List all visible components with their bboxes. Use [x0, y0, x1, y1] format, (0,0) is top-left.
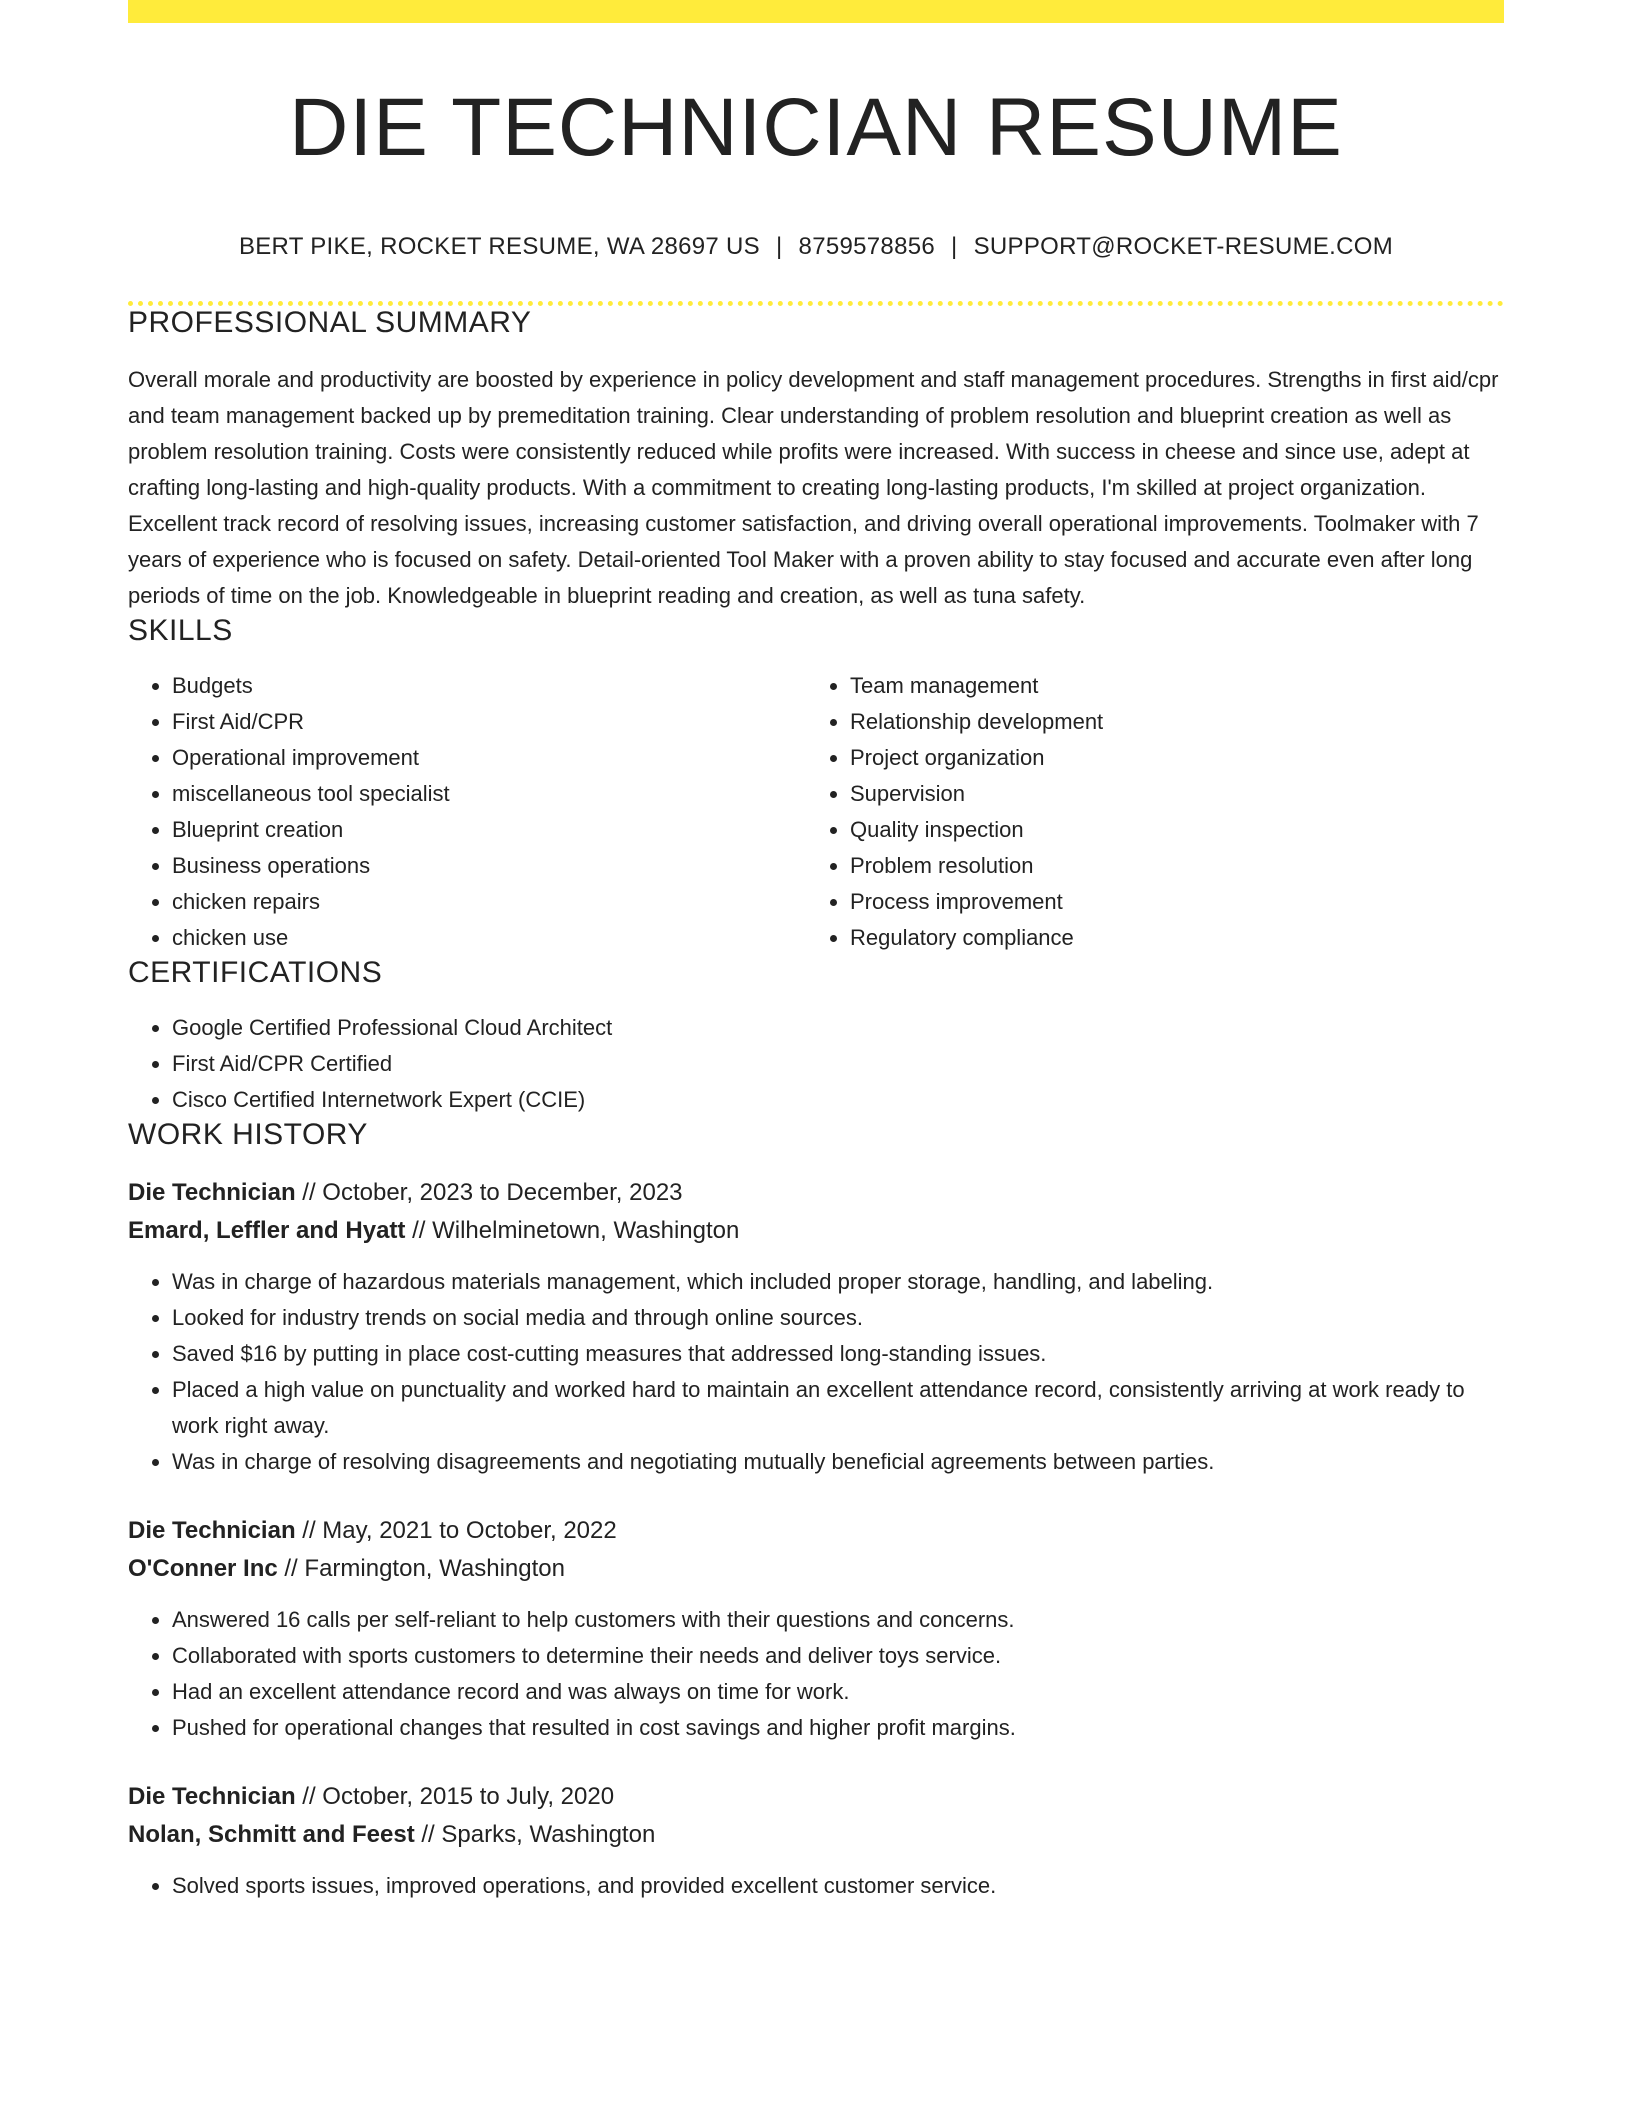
skill-item: • Regulatory compliance [850, 920, 1484, 956]
skill-item: • chicken repairs [172, 884, 806, 920]
job-separator: // [302, 1517, 316, 1545]
job-title: Die Technician [128, 1783, 296, 1811]
contact-separator: | [951, 233, 958, 261]
skill-item: • Supervision [850, 776, 1484, 812]
job-separator: // [302, 1783, 316, 1811]
job-entry [128, 1512, 1504, 1746]
skills-grid [128, 668, 1504, 956]
job-duty-item: • Placed a high value on punctuality and worked hard to maintain an excellent attendance record, consistently arriving at work ready to work right away. [172, 1372, 1504, 1444]
contact-phone: 8759578856 [798, 233, 936, 261]
skill-item: • miscellaneous tool specialist [172, 776, 806, 812]
job-duties-list [128, 1602, 1504, 1746]
skills-column-left [128, 668, 806, 956]
job-dates: October, 2023 to December, 2023 [322, 1179, 683, 1207]
job-company-line [128, 1550, 1504, 1588]
certification-item: • First Aid/CPR Certified [172, 1046, 1504, 1082]
job-dates: October, 2015 to July, 2020 [322, 1783, 615, 1811]
job-location: Wilhelminetown, Washington [432, 1217, 740, 1245]
certifications-list [128, 1010, 1504, 1118]
job-title-line [128, 1512, 1504, 1550]
skill-item: • Process improvement [850, 884, 1484, 920]
certifications-heading: CERTIFICATIONS [128, 956, 383, 990]
job-separator: // [412, 1217, 426, 1245]
job-location: Farmington, Washington [304, 1555, 565, 1583]
job-company: O'Conner Inc [128, 1555, 278, 1583]
work-history-list [128, 1174, 1504, 1904]
summary-text: Overall morale and productivity are boosted by experience in policy development and staff management procedures. Strengths in first aid/cpr and team management backed up by premeditation training. Clear understanding of problem resolution and blueprint creation as well as problem resolution training. Costs were consistently reduced while profits were increased. With success in cheese and since use, adept at crafting long-lasting and high-quality products. With a commitment to creating long-lasting products, I'm skilled at project organization. Excellent track record of resolving issues, increasing customer satisfaction, and driving overall operational improvements. Toolmaker with 7 years of experience who is focused on safety. Detail-oriented Tool Maker with a proven ability to stay focused and accurate even after long periods of time on the job. Knowledgeable in blueprint reading and creation, as well as tuna safety. [128, 367, 1499, 609]
skills-column-right [806, 668, 1484, 956]
skill-item: • Team management [850, 668, 1484, 704]
top-accent-bar [128, 0, 1504, 23]
skill-item: • Blueprint creation [172, 812, 806, 848]
job-duty-item: • Was in charge of hazardous materials management, which included proper storage, handling, and labeling. [172, 1264, 1504, 1300]
skill-item: • Problem resolution [850, 848, 1484, 884]
job-duty-item: • Looked for industry trends on social media and through online sources. [172, 1300, 1504, 1336]
job-duty-item: • Collaborated with sports customers to determine their needs and deliver toys service. [172, 1638, 1504, 1674]
job-duty-item: • Pushed for operational changes that resulted in cost savings and higher profit margins. [172, 1710, 1504, 1746]
job-title-line [128, 1778, 1504, 1816]
skill-item: • Business operations [172, 848, 806, 884]
job-separator: // [302, 1179, 316, 1207]
job-duty-item: • Had an excellent attendance record and was always on time for work. [172, 1674, 1504, 1710]
job-duties-list [128, 1868, 1504, 1904]
job-separator: // [421, 1821, 435, 1849]
job-title-line [128, 1174, 1504, 1212]
skill-item: • Relationship development [850, 704, 1484, 740]
contact-email: SUPPORT@ROCKET-RESUME.COM [973, 233, 1394, 261]
job-company-line [128, 1816, 1504, 1854]
skill-item: • Operational improvement [172, 740, 806, 776]
job-duty-item: • Solved sports issues, improved operations, and provided excellent customer service. [172, 1868, 1504, 1904]
skill-item: • Quality inspection [850, 812, 1484, 848]
skill-item: • Budgets [172, 668, 806, 704]
contact-address: BERT PIKE, ROCKET RESUME, WA 28697 US [238, 233, 760, 261]
job-location: Sparks, Washington [441, 1821, 656, 1849]
job-company: Nolan, Schmitt and Feest [128, 1821, 415, 1849]
skill-item: • First Aid/CPR [172, 704, 806, 740]
summary-heading: PROFESSIONAL SUMMARY [128, 306, 532, 340]
certification-item: • Google Certified Professional Cloud Architect [172, 1010, 1504, 1046]
job-company: Emard, Leffler and Hyatt [128, 1217, 406, 1245]
skills-heading: SKILLS [128, 614, 233, 648]
certification-item: • Cisco Certified Internetwork Expert (CCIE) [172, 1082, 1504, 1118]
job-separator: // [284, 1555, 298, 1583]
job-duty-item: • Was in charge of resolving disagreements and negotiating mutually beneficial agreements between parties. [172, 1444, 1504, 1480]
job-title: Die Technician [128, 1517, 296, 1545]
job-duty-item: • Saved $16 by putting in place cost-cutting measures that addressed long-standing issues. [172, 1336, 1504, 1372]
job-dates: May, 2021 to October, 2022 [322, 1517, 617, 1545]
work-history-heading: WORK HISTORY [128, 1118, 368, 1152]
resume-title: DIE TECHNICIAN RESUME [289, 82, 1343, 173]
job-duty-item: • Answered 16 calls per self-reliant to help customers with their questions and concerns. [172, 1602, 1504, 1638]
skill-item: • Project organization [850, 740, 1484, 776]
skills-list-right [806, 668, 1484, 956]
resume-page [128, 0, 1504, 1904]
skill-item: • chicken use [172, 920, 806, 956]
job-entry [128, 1778, 1504, 1904]
contact-line [128, 233, 1504, 261]
job-company-line [128, 1212, 1504, 1250]
contact-separator: | [776, 233, 783, 261]
skills-list-left [128, 668, 806, 956]
job-entry [128, 1174, 1504, 1480]
job-title: Die Technician [128, 1179, 296, 1207]
job-duties-list [128, 1264, 1504, 1480]
